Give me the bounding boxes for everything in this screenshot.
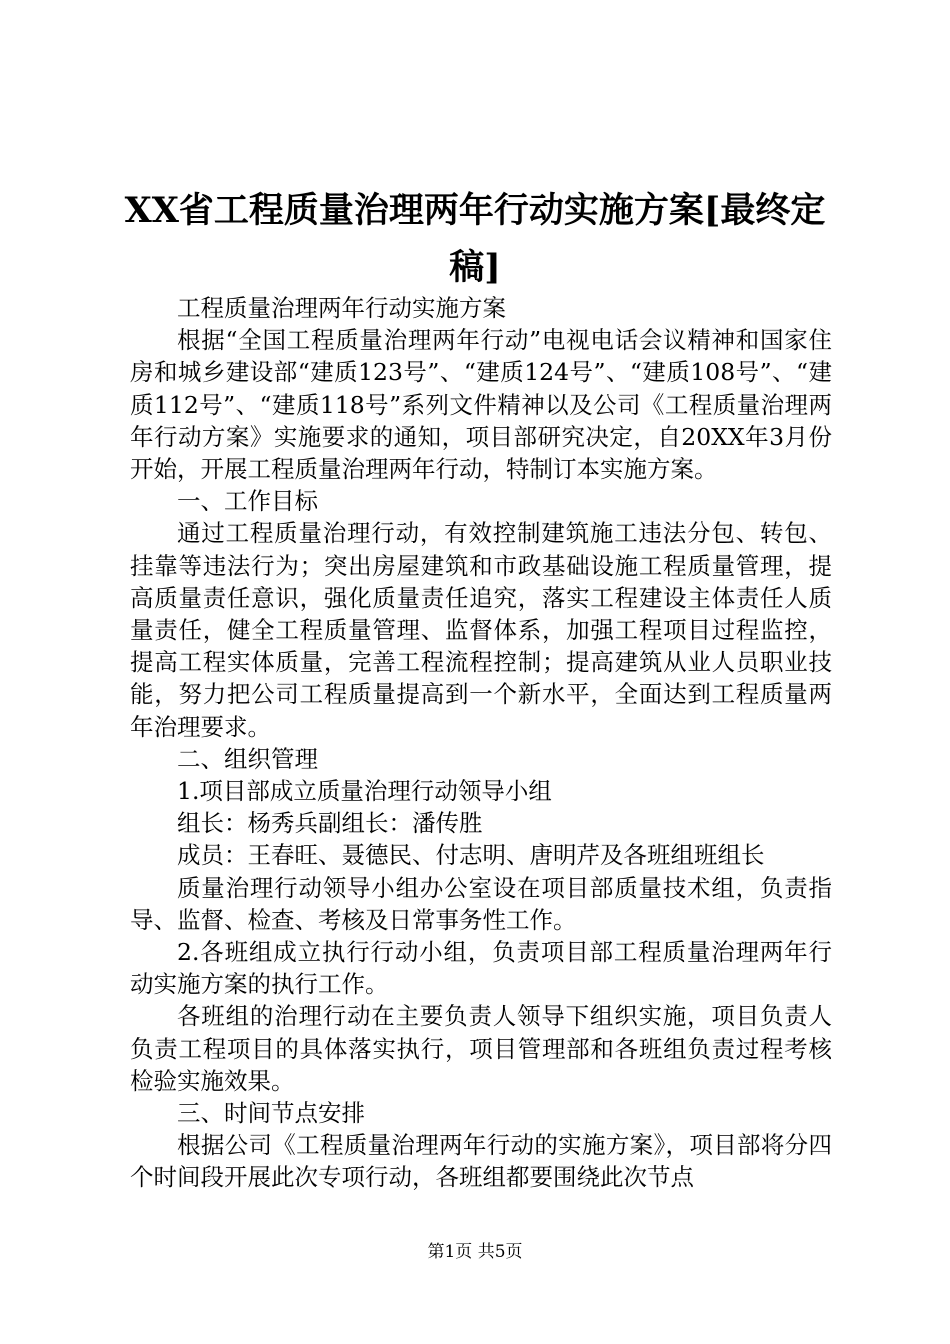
paragraph-team-groups: 2.各班组成立执行行动小组，负责项目部工程质量治理两年行动实施方案的执行工作。 — [130, 938, 832, 999]
paragraph-subtitle: 工程质量治理两年行动实施方案 — [177, 294, 506, 322]
paragraph-leaders: 组长：杨秀兵副组长：潘传胜 — [177, 809, 483, 838]
paragraph-team-implementation: 各班组的治理行动在主要负责人领导下组织实施，项目负责人负责工程项目的具体落实执行，项目管理部和各班组负责过程考核检验实施效果。 — [130, 1002, 832, 1095]
section-heading-goals: 一、工作目标 — [177, 487, 318, 516]
section-heading-organization: 二、组织管理 — [177, 744, 318, 773]
paragraph-office: 质量治理行动领导小组办公室设在项目部质量技术组，负责指导、监督、检查、考核及日常事务性工作。 — [130, 873, 832, 934]
section-heading-schedule: 三、时间节点安排 — [177, 1099, 365, 1128]
page-footer: 第1页 共5页 — [427, 1242, 523, 1262]
paragraph-leadership-group: 1.项目部成立质量治理行动领导小组 — [177, 777, 552, 806]
document-body — [130, 292, 832, 1194]
paragraph-schedule: 根据公司《工程质量治理两年行动的实施方案》，项目部将分四个时间段开展此次专项行动，各班组都要围绕此次节点 — [130, 1131, 832, 1192]
paragraph-goals: 通过工程质量治理行动，有效控制建筑施工违法分包、转包、挂靠等违法行为；突出房屋建筑和市政基础设施工程质量管理，提高质量责任意识，强化质量责任追究，落实工程建设主体责任人质量责任，健全工程质量管理、监督体系，加强工程项目过程监控，提高工程实体质量，完善工程流程控制；提高建筑从业人员职业技能，努力把公司工程质量提高到一个新水平，全面达到工程质量两年治理要求。 — [130, 519, 832, 741]
paragraph-intro: 根据“全国工程质量治理两年行动”电视电话会议精神和国家住房和城乡建设部“建质123号”、“建质124号”、“建质108号”、“建质112号”、“建质118号”系列文件精神以及公司《工程质量治理两年行动方案》实施要求的通知，项目部研究决定，自20XX年3月份开始，开展工程质量治理两年行动，特制订本实施方案。 — [130, 326, 832, 484]
document-title: XX省工程质量治理两年行动实施方案[最终定稿] — [124, 190, 826, 288]
paragraph-members: 成员：王春旺、聂德民、付志明、唐明芹及各班组班组长 — [177, 841, 765, 870]
